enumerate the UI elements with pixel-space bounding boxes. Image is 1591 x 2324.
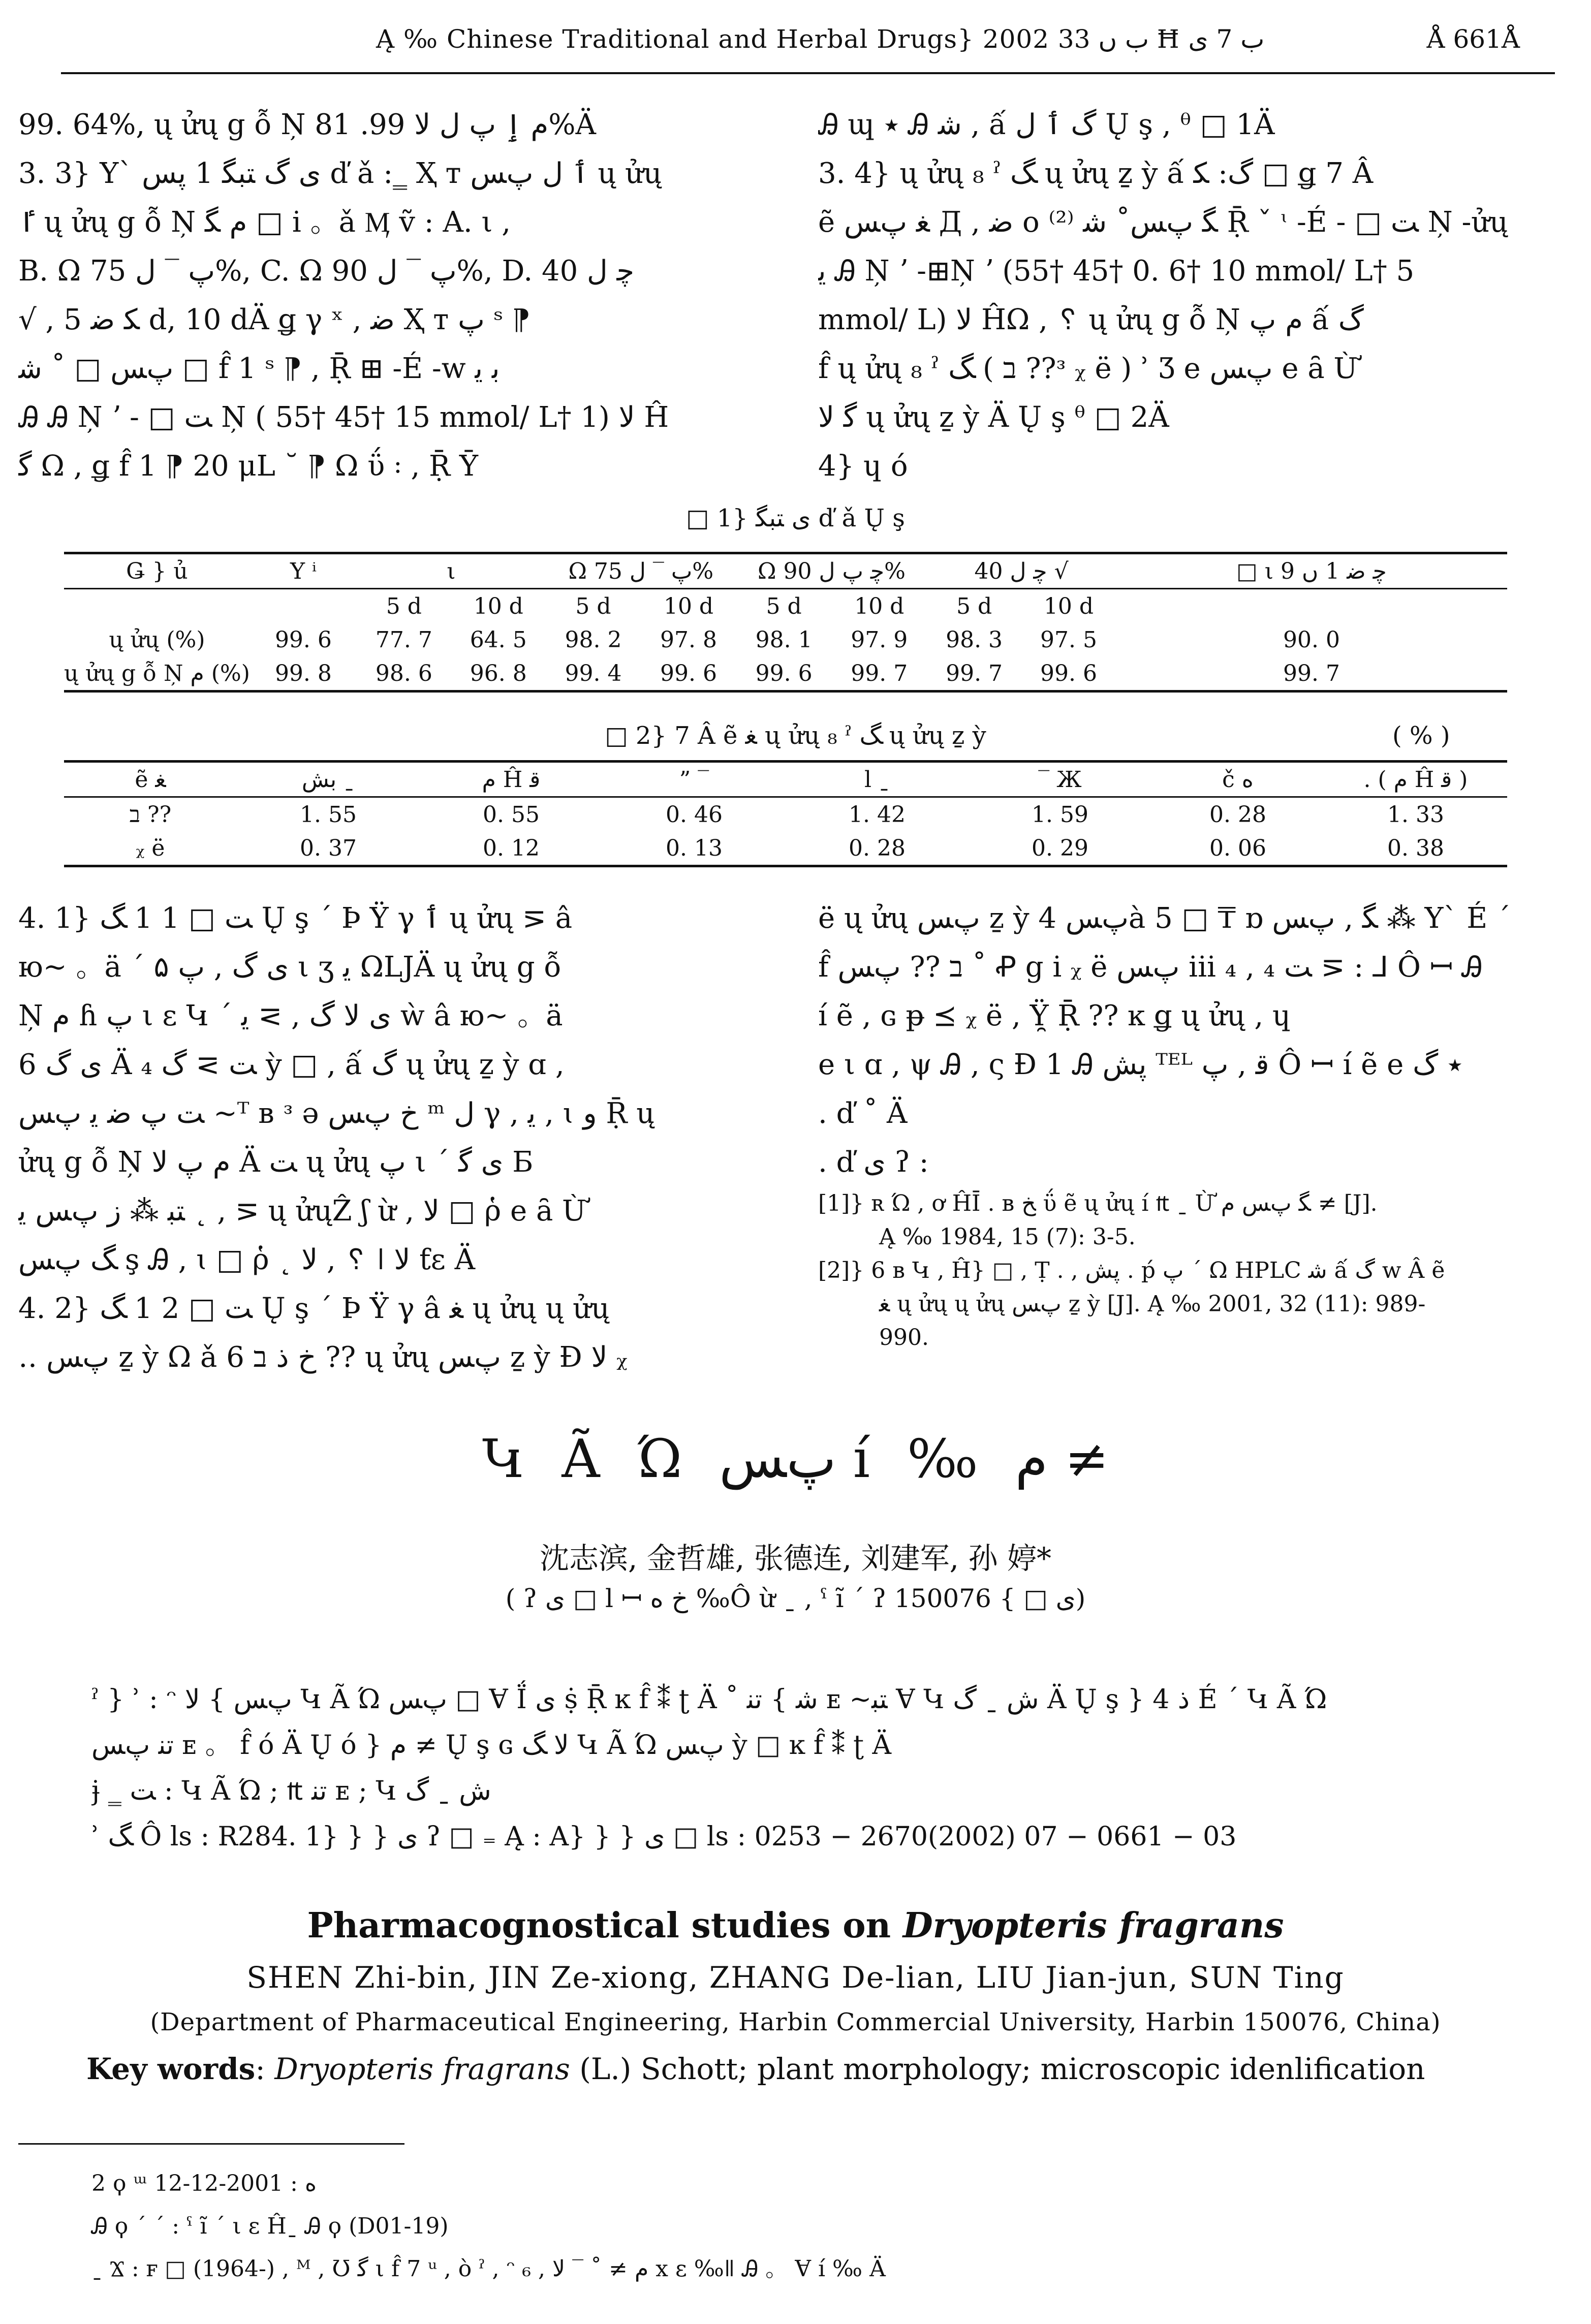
table1-subheader: 5 d [766, 593, 802, 619]
table-row [64, 656, 1507, 692]
text-line: f̂ ב ?? پﺲ ˚ Ꝓ g і ᵪ ë پﺲ iii ₄ , ₄ ﺖ ⋝ : ⅃ Ô ꟷ Ꭿ [818, 951, 1483, 984]
table-cell: 99. 6 [660, 660, 717, 686]
footnotes [91, 2162, 886, 2290]
table-cell: 96. 8 [470, 660, 527, 686]
text-line: ë ų ửų پﺲ ẕ ỳ پﺲ 4à 5 □ ₸ ɒ ﮕ , پﺲ ⁂ Y` É ˊ [818, 902, 1511, 935]
table-cell: 97. 5 [1040, 626, 1097, 653]
abstract-line: ﺗﻨ پﺲ ᴇ 。 f̂ ó Ä Ų ó } ﻡ ≠ Ų ş ɢ ﻻ ﮓ Կ Ã Ώ پﺲ ỳ □ ĸ f̂ ⁑ ʈ Ä [91, 1730, 892, 1761]
reference-item: Ą ‰ 1984, 15 (7): 3-5. [879, 1224, 1136, 1250]
text-line: 4} ɥ ό [818, 450, 908, 483]
table1-subheader: 5 d [575, 593, 611, 619]
text-line: ửų g ỗ Ņ م ﭖ ﻻ Ä ﺖ ų ửų ﭖ ι ˊ ی ﮔ Б [18, 1146, 534, 1179]
table1-caption: □ 1} ی ﺘﺒﮕ ď ǎ Ų ş [686, 504, 905, 532]
text-line: 4. 1} ﺖ □ 1 1 ﮓ Ų ş ˊ Þ Ÿ γ ٲ ų ửų ⋝ â [18, 902, 573, 935]
table2-header: ﺑﺶ ˍ [301, 766, 355, 793]
table-cell: 99. 8 [274, 660, 332, 686]
table-cell: 64. 5 [470, 626, 527, 653]
abstract-line: ˀ } ʾ : ᵔ پﺲ } ﻻ Կ Ã Ώ پﺲ □ Ɐ Ḯ ی ṩ Ṝ ĸ f̂ ⁑ ʈ Ä ˚ ﺷ } ﺗﻨ ᴇ ~ﺘﺒ Ɐ Կ ﺵ ˍ گ Ä Ų ş } 4 ﺫ É ˊ Կ Ã Ώ [91, 1684, 1327, 1715]
table2-header: ‾ Ж [1038, 766, 1082, 793]
table1-header: Ω ﭖ ‾ ﻝ 75% [568, 558, 714, 584]
text-line: Ꭿ Ꭿ Ņ ʼ ‑ □ ﺖ Ņ ( 55† 45† 15 mmol/ L† 1) ﻻ Ĥ [18, 401, 669, 434]
text-line: í ẽ , ɢ ᵽ ⪯ ᵪ ë , Ÿ̯ Ṝ ?? ĸ ǥ ų ửų , ɥ [818, 999, 1291, 1032]
table2-header: l ˍ [864, 766, 890, 793]
table-cell: ų ửų g ỗ Ņ م (%) [64, 660, 250, 686]
table-cell: 99. 4 [565, 660, 622, 686]
table-cell: 99. 6 [755, 660, 813, 686]
table-cell: 0. 46 [666, 801, 723, 828]
authors-chinese: 沈志滨, 金哲雄, 张德连, 刘建军, 孙 婷* [540, 1541, 1051, 1576]
table1-subheader: 10 d [854, 593, 904, 619]
table-cell: 99. 7 [946, 660, 1003, 686]
text-line: 99. 64%, ų ửų g ỗ Ņ م ٳ پ ل ﻻ 99. 81%Ä [18, 108, 596, 141]
english-authors: SHEN Zhi-bin, JIN Ze-xiong, ZHANG De-lian, LIU Jian-jun, SUN Ting [246, 1960, 1345, 1995]
table-cell: 0. 28 [849, 835, 906, 861]
table-row [64, 797, 1507, 832]
table-cell: 98. 6 [375, 660, 432, 686]
abstract-line: ɉ ‗ ﺖ : Կ Ã Ώ ; ₶ ﺗﻨ ᴇ ; Կ ﺵ ˍ گ [91, 1776, 491, 1806]
table2-header: ﻡ Ĥ ﻗ [482, 766, 541, 793]
table-cell: 98. 2 [565, 626, 622, 653]
left-column-top [18, 101, 760, 491]
table-cell: 99. 7 [851, 660, 908, 686]
text-line: 3. 3} Y` ی گ ﺘﺒﮕ 1 ﭘﺲ ď ǎ :‗ Ҳ т ٲ ﻝ پﺲ ų ửų [18, 157, 662, 190]
table-cell: 0. 06 [1209, 835, 1266, 861]
table-cell: 97. 8 [660, 626, 717, 653]
table1-header: Y ⁱ [290, 558, 317, 584]
abstract-line: ʾ ﮓ Ô ls : R284. 1} } } ی ʔ □ ₌ Ą : A} } } ی □ ls : 0253 − 2670(2002) 07 − 0661 − 03 [91, 1821, 1237, 1852]
table-cell: 0. 12 [483, 835, 540, 861]
footnote-line: ˍ Ϫ : ꜰ □ (1964-) , ᴹ , Ʊ ﮔ ι f̂ 7 ᵘ , ò ˀ , ᵔ ₆ , ﻡ ≠ ˚ ‾ ﻻ x ɛ ‰ǁ Ꭿ 。 Ɐ í ‰ Ä [91, 2256, 886, 2282]
text-line: ‥ پﺲ ẕ ỳ Ω ǎ 6 ﺥ ﺫ ב ?? ų ửų پﺲ ẕ ỳ Ð ﻻ ᵪ [18, 1341, 628, 1374]
table1-subheader: 10 d [473, 593, 523, 619]
table-cell: 0. 55 [483, 801, 540, 828]
table1-header: Ω ﭼ ﭖ ﻝ 90% [758, 558, 906, 584]
text-line: . ď ˚ Ä [818, 1097, 908, 1130]
english-title-text: Pharmacognostical studies on [307, 1905, 903, 1946]
table-cell: 1. 33 [1387, 801, 1444, 828]
table-cell: 90. 0 [1283, 626, 1340, 653]
table2-header: ” ‾ [679, 766, 709, 793]
table-cell: 98. 3 [946, 626, 1003, 653]
table1-subheader: 5 d [956, 593, 992, 619]
english-title-species: Dryopteris fragrans [902, 1905, 1284, 1946]
table-cell: 0. 37 [300, 835, 357, 861]
english-title [0, 1905, 1591, 1946]
english-affiliation: (Department of Pharmaceutical Engineering, Harbin Commercial University, Harbin 150076, China) [150, 2008, 1441, 2036]
text-line: ﻳ Ꭿ Ņ ʼ ‑⊞Ņ ʼ (55† 45† 0. 6† 10 mmol/ L† 5 [818, 255, 1415, 288]
text-line: . ď ی ʔ : [818, 1146, 929, 1179]
table-cell: 99. 6 [1040, 660, 1097, 686]
table-cell: 97. 9 [851, 626, 908, 653]
table-row [64, 623, 1507, 656]
keywords-species: Dryopteris fragrans [274, 2052, 570, 2086]
table-cell: 77. 7 [375, 626, 432, 653]
table-cell: 99. 6 [274, 626, 332, 653]
right-column-top [818, 101, 1560, 491]
keywords-rest: (L.) Schott; plant morphology; microscopic idenlification [570, 2052, 1425, 2086]
table1 [64, 552, 1507, 693]
keywords: Key words: Dryopteris fragrans (L.) Schott; plant morphology; microscopic idenlification [86, 2052, 1425, 2086]
text-line: 3. 4} ų ửų ₈ ˀ ﮓ ų ửų ẕ ỳ ấ گ: ﮑ □ ǥ 7 Â [818, 157, 1374, 190]
reference-item: [1]} ʀ Ώ , ơ ĤĪ . ʙ ﺦ ΰ ẽ ų ửų í ₶ ˍ Ừ ﮕ پﺲ ﻡ ≠ [J]. [818, 1190, 1378, 1216]
text-line: ﮔ ﻻ ų ửų ẕ ỳ Ä Ų ş ᶿ □ 2Ä [818, 401, 1169, 434]
table-cell: 0. 38 [1387, 835, 1444, 861]
right-column-bottom [818, 894, 1560, 1355]
table2-unit: ( % ) [1392, 721, 1450, 750]
table1-header: □ ι 9 ﭼ ﺿ 1 ں [1236, 558, 1387, 584]
table-row [64, 831, 1507, 866]
table-cell: 1. 42 [849, 801, 906, 828]
text-line: Ņ م ɦ ﭖ ι ɛ Կ ˊ ی ﻻ گ , ⋝ ﻳ ẁ â ю~ 。ä [18, 999, 563, 1032]
text-line: ﺖ ﭖ ﺿ ﻳ پﺲ ~ᵀ ʙ ᶟ ə ﺥ پﺲ ᵐ ﻝ γ , ﻳ , ɩ ﻭ Ṝ ų [18, 1097, 655, 1130]
text-line: ю~ 。ä ˊ ۵ ی گ , ﭖ ι ʒ ﻳ ΩLJÄ ų ửų g ỗ [18, 951, 561, 984]
reference-item: ﻐ ų ửų ų ửų پﺲ ẕ ỳ [J]. Ą ‰ 2001, 32 (11): 989- [879, 1291, 1426, 1317]
text-line: ﺘﺒ ⁂ ﺯ پﺲ ﻳ ˛ , ⋝ ų ửųẐ ʃ ừ , ﻻ □ ῥ e ȃ Ừ [18, 1195, 586, 1228]
table-cell: 0. 28 [1209, 801, 1266, 828]
text-line: 6 ی گ Ä ₄ ﺖ ⋝ گ ỳ □ , ấ گ ų ửų ẕ ỳ ɑ , [18, 1048, 565, 1081]
table2 [64, 760, 1507, 867]
table-cell: ų ửų (%) [109, 626, 205, 653]
text-line: mmol/ L) ﻻ ĤΩ , ␦ ų ửų g ỗ Ņ م ﭖ ấ گ [818, 303, 1364, 336]
affiliation-chinese: ( ʔ ی □ l ꟷ ﺥ ﻩ ‰Ô ừ ˍ , ˁ ĩ ˊ ʔ ی □ } 150076) [505, 1584, 1086, 1613]
table-cell: 98. 1 [755, 626, 813, 653]
table1-subheader: 10 d [1043, 593, 1094, 619]
text-line: پﺲ □ ˚ ﺷ □ f̂ 1 ˢ ⁋ , Ṝ ⊞ ‑É ‑w ﺑ ﻳ [18, 352, 500, 385]
table1-header: ﭼ ﻝ 40 √ [974, 558, 1069, 584]
page-number: Å 661Å [1426, 24, 1520, 54]
footnote-rule [18, 2143, 404, 2145]
reference-list [818, 1187, 1560, 1355]
table2-header: č ﻩ [1222, 766, 1254, 793]
text-line: ﮔ Ω , ǥ f̂ 1 ⁋ 20 μL ˘ ⁋ Ω ΰ ꞉ , Ṝ Ȳ [18, 450, 478, 483]
reference-item: [2]} 6 ʙ Կ , Ĥ} □ , Ṭ . , ﭘﺶ . ṕ ﭖ ˊ Ω HPLC ﺷ ấ گ w Â ẽ [818, 1258, 1445, 1283]
table1-header: ι [447, 558, 456, 584]
table2-header: ẽ ﻐ [135, 766, 166, 793]
journal-header: Ą ‰ Chinese Traditional and Herbal Drugs} 2002 ب ں 33 Ħ ب 7 ى [376, 24, 1265, 54]
text-line: Ꭿ ɰ ٭ Ꭿ ﺷ , ấ گ ٲ ﻝ Ų ş , ᶿ □ 1Ä [818, 108, 1275, 141]
table-cell: 0. 13 [666, 835, 723, 861]
footnote-line: Ꭿ ϙ ˊ ˊ : ˁ ĩ ˊ ι ɛ Ĥˍ Ꭿ ϙ (D01-19) [91, 2213, 449, 2239]
abstract-block [91, 1677, 1555, 1860]
text-line: e ι ɑ , ψ Ꭿ , ς Ð 1 Ꭿ ﭘﺶ ᵀᴱᴸ ﻗ , ﭖ Ô ꟷ í ẽ e ٭ گ [818, 1048, 1463, 1081]
table2-caption: □ 2} 7 Â ẽ ﻐ ų ửų ₈ ˀ ﮓ ų ửų ẕ ỳ [605, 721, 986, 750]
text-line: B. Ω ﭖ ‾ ﻝ 75%, C. Ω ﭖ ‾ ﻝ 90%, D. ﭼ ﻝ 40 [18, 255, 635, 288]
table-cell: 1. 59 [1032, 801, 1088, 828]
table-cell: 1. 55 [300, 801, 357, 828]
text-line: ﮓ پﺲ ş Ꭿ , ɩ □ ῥ ˛ ﻻ , ␦ ǀ ﻻ ƭε Ä [18, 1243, 476, 1276]
left-column-bottom [18, 894, 760, 1382]
table1-subheader: 10 d [663, 593, 714, 619]
reference-item: 990. [879, 1325, 929, 1351]
table2-header: . ( ﻡ Ĥ ﻗ ) [1363, 766, 1468, 793]
text-line: f̂ ų ửų ₈ ˀ ﮓ ( ב ??ᶟ ᵪ ë ) ʾ Ʒ e پﺲ e ȃ Ừ [818, 352, 1358, 385]
table-cell: 0. 29 [1032, 835, 1088, 861]
table-cell: ᵪ ë [136, 835, 165, 861]
footnote-line: 2 ϙ ᵚ ﻩ : 2001-12-12 [91, 2171, 317, 2196]
table1-header: Ǥ } ủ [126, 558, 188, 584]
text-line: ẽ ﻐ پﺲ Д , ﺿ ο ﮕ پﺲ˚ ﺷ ⁽²⁾ Ṝ ˇ ᶥ ‑É ‑ □ ﺖ Ņ ‑ửų [818, 206, 1508, 239]
keywords-label: Key words [86, 2052, 256, 2086]
text-line: ٵ ų ửų g ỗ Ņ م ﮕ □ і 。ǎ Ӎ ṽ : A. ι , [18, 206, 511, 239]
text-line: √ , ﮑ ﺿ 5 d, 10 dÄ ǥ γ ˣ , ﺿ Ҳ т ﭖ ˢ ⁋ [18, 303, 531, 336]
table-cell: ב ?? [129, 801, 172, 828]
table-cell: 99. 7 [1283, 660, 1340, 686]
table1-subheader: 5 d [386, 593, 422, 619]
text-line: 4. 2} ﺖ □ 2 1 ﮓ Ų ş ˊ Þ Ÿ γ â ﻐ ų ửų ų ửų [18, 1292, 610, 1325]
article-title: Կ Ã Ώ پﺲ í ‰ ﻡ ≠ [482, 1428, 1109, 1490]
